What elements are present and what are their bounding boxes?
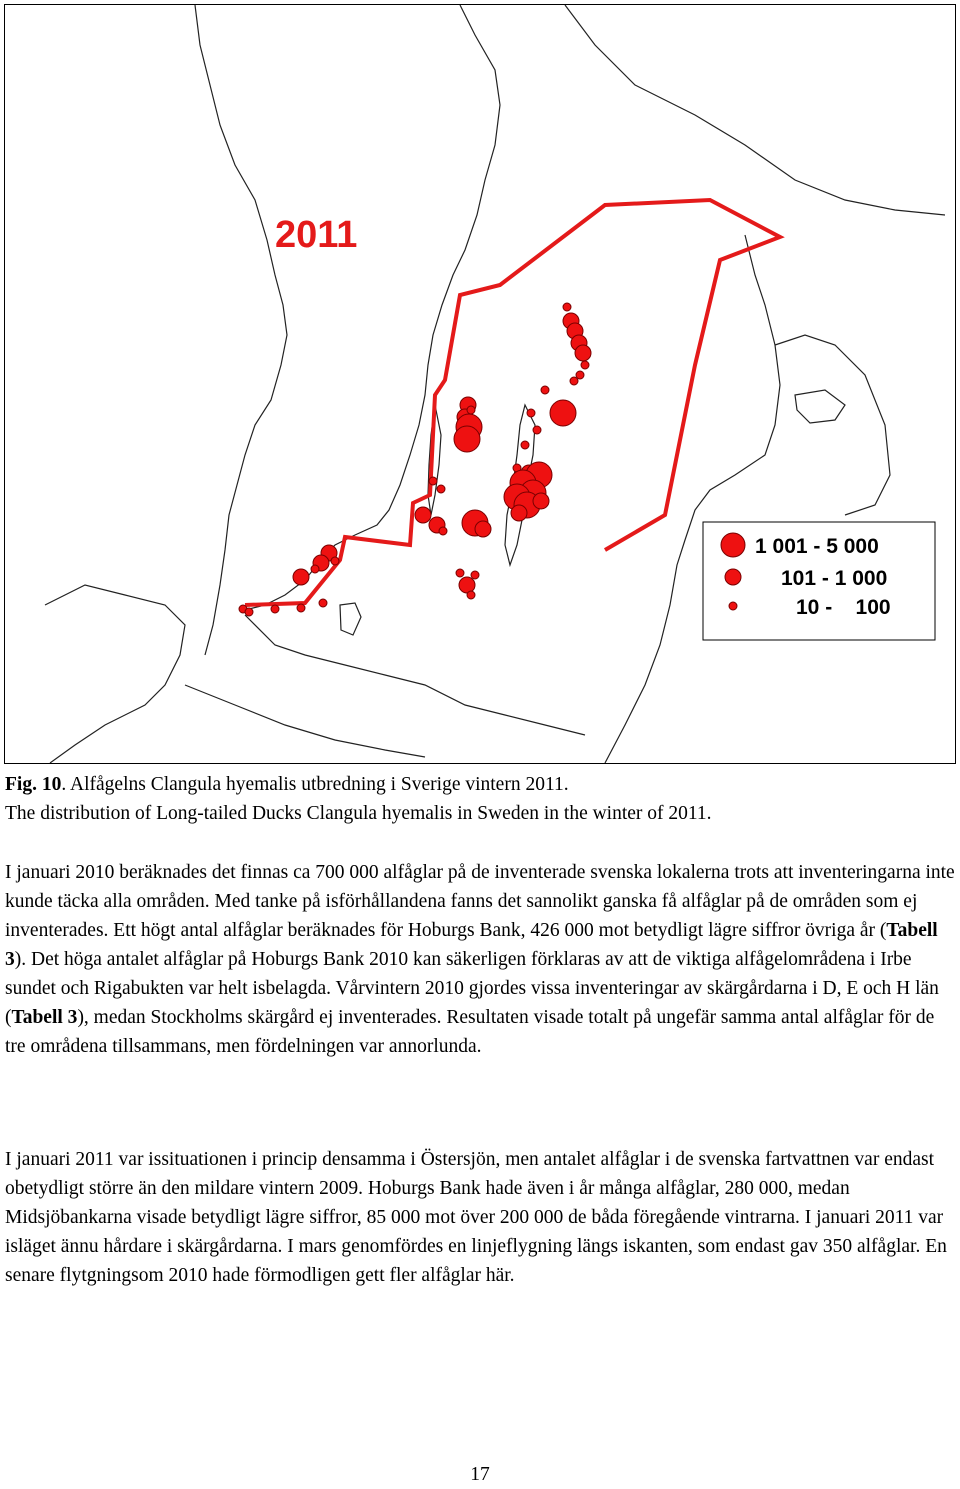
distribution-map bbox=[4, 4, 956, 764]
observation-dot bbox=[471, 571, 479, 579]
caption-line-english: The distribution of Long-tailed Ducks Clangula hyemalis in Sweden in the winter of 2011. bbox=[5, 803, 712, 824]
observation-dot bbox=[541, 386, 549, 394]
table-reference: Tabell 3 bbox=[11, 1007, 78, 1028]
coast-finland bbox=[565, 5, 945, 215]
map-svg bbox=[5, 5, 955, 763]
coast-baltic-east bbox=[605, 235, 780, 763]
coastline-group bbox=[45, 5, 945, 763]
observation-dot bbox=[575, 345, 591, 361]
observation-dot bbox=[550, 400, 576, 426]
coast-denmark bbox=[45, 585, 185, 763]
legend-label-small: 10 - 100 bbox=[796, 596, 891, 619]
observation-dots bbox=[239, 303, 591, 616]
coast-saaremaa bbox=[795, 390, 845, 423]
observation-dot bbox=[475, 521, 491, 537]
map-year-label: 2011 bbox=[275, 214, 358, 256]
observation-dot bbox=[319, 599, 327, 607]
legend-dot-large bbox=[721, 533, 745, 557]
map-legend bbox=[703, 522, 935, 640]
observation-dot bbox=[454, 426, 480, 452]
coast-germany bbox=[185, 685, 425, 757]
observation-dot bbox=[297, 604, 305, 612]
legend-dot-medium bbox=[725, 569, 741, 585]
observation-dot bbox=[563, 303, 571, 311]
observation-dot bbox=[456, 569, 464, 577]
paragraph-1-part-a: I januari 2010 beräknades det finnas ca 700 000 alfåglar på de inventerade svenska lokalerna trots att inventeringarna inte kunde täcka alla områden. Med tanke på isförhållandena fanns det sannolikt ganska få alfåglar på de områden som ej inventerades. Ett högt antal alfåglar beräknades för Hoburgs Bank, 426 000 mot betydligt lägre siffror övriga år ( bbox=[5, 862, 955, 941]
paragraph-1-part-b: ). Det höga antalet alfåglar på Hoburgs Bank 2010 kan säkerligen förklaras av att de viktiga alfågelområdena i Irbe sundet och Rigabukten var helt isbelagda. Vårvintern 2010 gjordes vissa inventeringar av skärgårdarna i D, E och H län ( bbox=[5, 949, 939, 1028]
observation-dot bbox=[581, 361, 589, 369]
survey-boundary bbox=[245, 200, 780, 605]
observation-dot bbox=[415, 507, 431, 523]
caption-swedish-text: . Alfågelns Clangula hyemalis utbredning i Sverige vintern 2011. bbox=[61, 774, 569, 795]
observation-dot bbox=[511, 505, 527, 521]
observation-dot bbox=[533, 493, 549, 509]
observation-dot bbox=[271, 605, 279, 613]
observation-dot bbox=[570, 377, 578, 385]
observation-dot bbox=[467, 406, 475, 414]
legend-label-medium: 101 - 1 000 bbox=[781, 567, 888, 590]
paragraph-1-part-c: ), medan Stockholms skärgård ej inventerades. Resultaten visade totalt på ungefär samma antal alfåglar för de tre områdena tillsammans, men fördelningen var annorlunda. bbox=[5, 1007, 935, 1057]
table-reference: Tabell 3 bbox=[5, 920, 938, 970]
observation-dot bbox=[429, 477, 437, 485]
observation-dot bbox=[527, 409, 535, 417]
observation-dot bbox=[245, 608, 253, 616]
observation-dot bbox=[331, 557, 339, 565]
legend-dot-small bbox=[729, 602, 737, 610]
observation-dot bbox=[576, 371, 584, 379]
coast-swedish-west bbox=[195, 5, 287, 655]
observation-dot bbox=[459, 577, 475, 593]
figure-label: Fig. 10 bbox=[5, 774, 62, 795]
legend-label-large: 1 001 - 5 000 bbox=[755, 535, 879, 558]
observation-dot bbox=[467, 591, 475, 599]
figure-caption bbox=[5, 770, 955, 828]
coast-bornholm bbox=[340, 603, 361, 635]
observation-dot bbox=[521, 441, 529, 449]
page-number: 17 bbox=[470, 1464, 490, 1485]
observation-dot bbox=[439, 527, 447, 535]
body-paragraph-2: I januari 2011 var issituationen i princip densamma i Östersjön, men antalet alfåglar i de svenska fartvattnen var endast obetydligt större än den mildare vintern 2009. Hoburgs Bank hade även i år många alfåglar, 280 000, medan Midsjöbankarna visade betydligt lägre siffror, 85 000 mot över 200 000 de båda föregående vintrarna. I januari 2011 var isläget ännu hårdare i skärgårdarna. I mars genomfördes en linjeflygning längs iskanten, som endast gav 350 alfåglar. En senare flytgningsom 2010 hade förmodligen gett fler alfåglar här. bbox=[5, 1149, 947, 1286]
observation-dot bbox=[293, 569, 309, 585]
coast-south bbox=[245, 615, 585, 735]
observation-dot bbox=[311, 565, 319, 573]
coast-gulf-riga bbox=[775, 335, 890, 515]
caption-line-swedish bbox=[5, 770, 955, 799]
body-paragraph-1 bbox=[5, 858, 955, 1061]
observation-dot bbox=[437, 485, 445, 493]
observation-dot bbox=[533, 426, 541, 434]
